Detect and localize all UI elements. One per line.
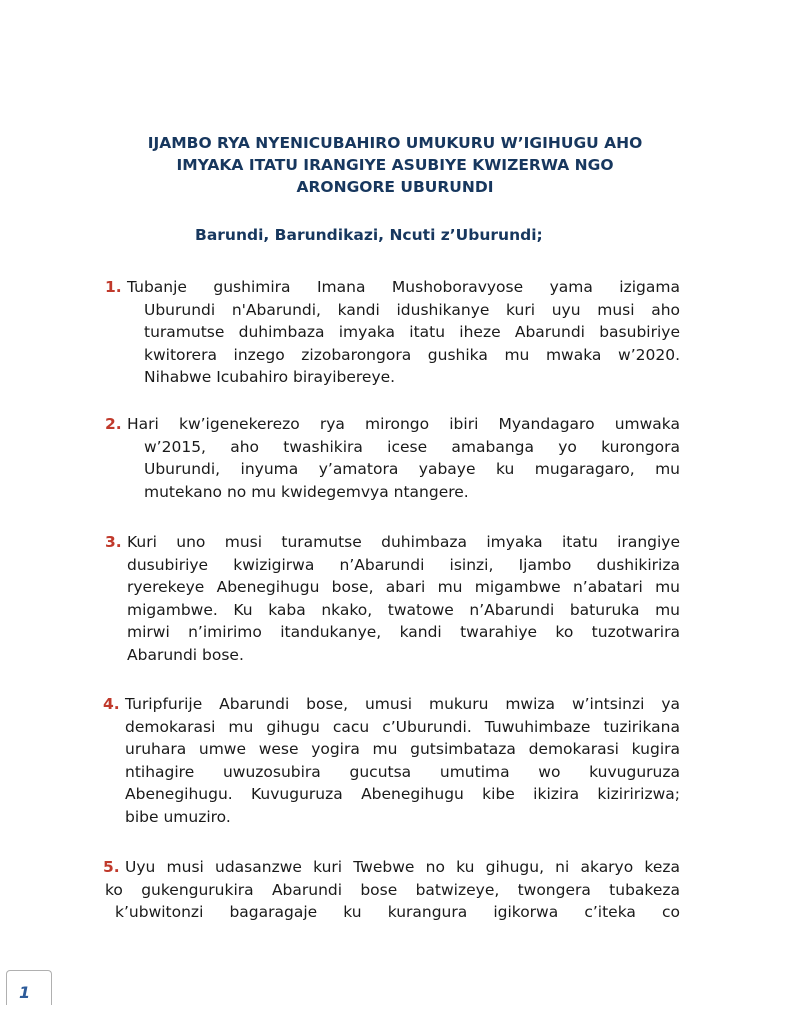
paragraph-line: migambwe. Ku kaba nkako, twatowe n’Abarundi baturuka mu [127,600,680,619]
paragraph-line: turamutse duhimbaza imyaka itatu iheze Abarundi basubiriye [144,323,680,342]
paragraph-line: w’2015, aho twashikira icese amabanga yo kurongora [144,437,680,456]
paragraph-3 [105,531,680,667]
paragraph-line: ryerekeye Abenegihugu bose, abari mu migambwe n’abatari mu [127,578,680,597]
title-line: IMYAKA ITATU IRANGIYE ASUBIYE KWIZERWA NGO [176,156,614,174]
paragraph-line: Hari kw’igenekerezo rya mirongo ibiri Myandagaro umwaka [127,415,680,433]
paragraph-line: uruhara umwe wese yogira mu gutsimbataza demokarasi kugira [125,740,680,759]
title-line: IJAMBO RYA NYENICUBAHIRO UMUKURU W’IGIHUGU AHO [147,134,643,152]
paragraph-line: demokarasi mu gihugu cacu c’Uburundi. Tuwuhimbaze tuzirikana [125,717,680,736]
paragraph-line: Tubanje gushimira Imana Mushoboravyose yama izigama [127,278,680,296]
paragraph-line: mutekano no mu kwidegemvya ntangere. [144,482,469,501]
paragraph-line: Nihabwe Icubahiro birayibereye. [144,368,396,387]
page-number: 1 [19,983,31,1002]
paragraph-number: 1. [105,278,122,296]
paragraph-2 [105,413,680,503]
paragraph-number: 3. [105,533,122,551]
paragraph-1 [105,276,680,389]
paragraph-line: bibe umuziro. [125,807,231,826]
paragraph-line: dusubiriye kwizigirwa n’Abarundi isinzi, Ijambo dushikiriza [127,555,680,574]
paragraph-line: k’ubwitonzi bagaragaje ku kurangura igikorwa c’iteka co [115,903,680,922]
greeting: Barundi, Barundikazi, Ncuti z’Uburundi; [195,226,543,244]
paragraph-number: 2. [105,415,122,433]
document-title [90,132,700,198]
paragraph-line: ntihagire uwuzosubira gucutsa umutima wo kuvuguruza [125,762,680,781]
paragraph-number: 4. [103,695,120,713]
paragraph-4 [103,693,680,829]
paragraph-line: Kuri uno musi turamutse duhimbaza imyaka itatu irangiye [127,533,680,551]
paragraph-line: Uburundi n'Abarundi, kandi idushikanye kuri uyu musi aho [144,300,680,319]
paragraph-line: kwitorera inzego zizobarongora gushika mu mwaka w’2020. [144,345,680,364]
page-number-box [6,970,52,1005]
paragraph-line: Abenegihugu. Kuvuguruza Abenegihugu kibe ikizira kiziririzwa; [125,785,680,804]
paragraph-number: 5. [103,858,120,876]
paragraph-line: Abarundi bose. [127,645,244,664]
paragraph-line: ko gukengurukira Abarundi bose batwizeye, twongera tubakeza [105,880,680,899]
title-line: ARONGORE UBURUNDI [296,178,494,196]
paragraph-line: Uyu musi udasanzwe kuri Twebwe no ku gihugu, ni akaryo keza [125,858,680,876]
paragraph-5 [103,856,680,924]
paragraph-line: Turipfurije Abarundi bose, umusi mukuru mwiza w’intsinzi ya [125,695,680,713]
paragraph-line: mirwi n’imirimo itandukanye, kandi twarahiye ko tuzotwarira [127,623,680,642]
paragraph-line: Uburundi, inyuma y’amatora yabaye ku mugaragaro, mu [144,460,680,479]
